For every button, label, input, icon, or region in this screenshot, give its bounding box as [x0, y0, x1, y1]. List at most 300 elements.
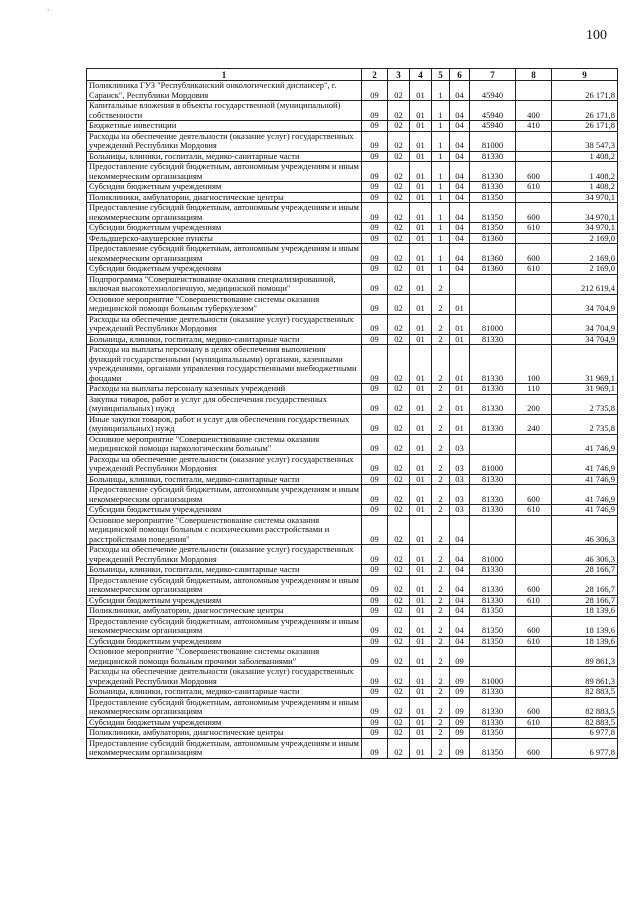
row-code: 01: [410, 616, 432, 636]
row-amount: 6 977,8: [552, 738, 618, 758]
row-code: 2: [432, 294, 450, 314]
table-row: [87, 192, 618, 203]
row-amount: 2 735,8: [552, 394, 618, 414]
row-code: 09: [362, 244, 388, 264]
row-amount: 1 408,2: [552, 162, 618, 182]
row-code: 81330: [470, 697, 516, 717]
row-code: 09: [362, 151, 388, 162]
row-code: 04: [450, 606, 470, 617]
row-code: 09: [362, 738, 388, 758]
row-code: 09: [362, 192, 388, 203]
table-row: [87, 345, 618, 384]
column-header: 2: [362, 69, 388, 81]
row-code: 09: [362, 294, 388, 314]
row-description: Поликлиники, амбулатории, диагностические центры: [87, 728, 362, 739]
row-code: 01: [410, 728, 432, 739]
row-description: Предоставление субсидий бюджетным, автономным учреждениям и иным некоммерческим организациям: [87, 616, 362, 636]
row-code: 01: [450, 414, 470, 434]
row-code: 09: [362, 728, 388, 739]
row-amount: 41 746,9: [552, 454, 618, 474]
row-code: 09: [362, 595, 388, 606]
row-description: Субсидии бюджетным учреждениям: [87, 717, 362, 728]
row-code: [516, 233, 552, 244]
row-code: 09: [362, 345, 388, 384]
row-code: 01: [410, 81, 432, 101]
row-code: [516, 454, 552, 474]
row-code: 01: [410, 575, 432, 595]
row-amount: 2 169,0: [552, 233, 618, 244]
row-code: 09: [362, 264, 388, 275]
row-description: Закупка товаров, работ и услуг для обеспечения государственных (муниципальных) нужд: [87, 394, 362, 414]
row-code: 600: [516, 616, 552, 636]
table-row: [87, 314, 618, 334]
row-code: [516, 151, 552, 162]
row-description: Больницы, клиники, госпитали, медико-санитарные части: [87, 474, 362, 485]
row-code: 2: [432, 667, 450, 687]
row-code: 2: [432, 738, 450, 758]
row-description: Поликлиника ГУЗ "Республиканский онкологический диспансер", г. Саранск", Республики Мордовия: [87, 81, 362, 101]
row-code: 81350: [470, 223, 516, 234]
row-code: 81330: [470, 575, 516, 595]
row-code: 110: [516, 384, 552, 395]
row-code: 04: [450, 233, 470, 244]
row-code: 01: [450, 345, 470, 384]
row-code: 01: [410, 697, 432, 717]
table-row: [87, 647, 618, 667]
row-code: [516, 434, 552, 454]
table-row: [87, 264, 618, 275]
row-code: 1: [432, 182, 450, 193]
row-code: 09: [450, 647, 470, 667]
row-description: Расходы на обеспечение деятельности (оказание услуг) государственных учреждений Республики Мордовия: [87, 667, 362, 687]
row-code: 610: [516, 636, 552, 647]
row-code: 02: [388, 414, 410, 434]
row-code: 09: [362, 384, 388, 395]
table-row: [87, 728, 618, 739]
row-description: Предоставление субсидий бюджетным, автономным учреждениям и иным некоммерческим организациям: [87, 575, 362, 595]
row-code: 01: [410, 595, 432, 606]
row-code: 2: [432, 636, 450, 647]
row-code: 09: [450, 728, 470, 739]
row-code: 01: [450, 314, 470, 334]
row-code: 600: [516, 203, 552, 223]
row-code: 01: [410, 454, 432, 474]
row-description: Предоставление субсидий бюджетным, автономным учреждениям и иным некоммерческим организациям: [87, 697, 362, 717]
row-code: 09: [362, 121, 388, 132]
row-code: 81330: [470, 151, 516, 162]
row-code: [470, 274, 516, 294]
budget-table: [86, 68, 618, 759]
table-row: [87, 151, 618, 162]
row-code: 09: [362, 474, 388, 485]
row-code: 01: [410, 485, 432, 505]
row-code: 04: [450, 223, 470, 234]
row-amount: 28 166,7: [552, 595, 618, 606]
row-code: 09: [362, 565, 388, 576]
row-description: Предоставление субсидий бюджетным, автономным учреждениям и иным некоммерческим организациям: [87, 162, 362, 182]
row-code: 01: [410, 384, 432, 395]
row-code: 1: [432, 233, 450, 244]
table-row: [87, 414, 618, 434]
row-amount: 31 969,1: [552, 384, 618, 395]
row-description: Расходы на обеспечение деятельности (оказание услуг) государственных учреждений Республики Мордовия: [87, 314, 362, 334]
row-code: 02: [388, 647, 410, 667]
row-code: 02: [388, 575, 410, 595]
row-code: 09: [362, 434, 388, 454]
row-code: 02: [388, 728, 410, 739]
row-amount: 41 746,9: [552, 434, 618, 454]
row-code: 09: [362, 414, 388, 434]
row-code: 01: [410, 667, 432, 687]
row-amount: 26 171,8: [552, 121, 618, 132]
row-code: 09: [450, 667, 470, 687]
row-code: 2: [432, 545, 450, 565]
row-code: [516, 515, 552, 545]
row-code: 03: [450, 434, 470, 454]
row-code: 81330: [470, 687, 516, 698]
row-amount: 28 166,7: [552, 575, 618, 595]
table-row: [87, 485, 618, 505]
row-description: Субсидии бюджетным учреждениям: [87, 636, 362, 647]
row-amount: 46 306,3: [552, 545, 618, 565]
row-code: 02: [388, 636, 410, 647]
row-amount: 82 883,5: [552, 717, 618, 728]
row-code: 02: [388, 314, 410, 334]
row-code: 1: [432, 223, 450, 234]
row-code: 02: [388, 264, 410, 275]
row-amount: 6 977,8: [552, 728, 618, 739]
row-description: Иные закупки товаров, работ и услуг для обеспечения государственных (муниципальных) нужд: [87, 414, 362, 434]
row-code: 09: [362, 697, 388, 717]
row-amount: 34 970,1: [552, 203, 618, 223]
row-code: [516, 131, 552, 151]
row-code: 2: [432, 606, 450, 617]
row-description: Субсидии бюджетным учреждениям: [87, 264, 362, 275]
table-row: [87, 233, 618, 244]
table-row: [87, 274, 618, 294]
row-code: 02: [388, 687, 410, 698]
row-amount: 41 746,9: [552, 485, 618, 505]
row-code: 01: [410, 121, 432, 132]
row-amount: 41 746,9: [552, 474, 618, 485]
row-code: 02: [388, 192, 410, 203]
row-amount: 34 970,1: [552, 223, 618, 234]
row-code: 01: [410, 203, 432, 223]
row-amount: 18 139,6: [552, 636, 618, 647]
row-amount: 89 861,3: [552, 647, 618, 667]
row-description: Основное мероприятие "Совершенствование системы оказания медицинской помощи больным с психическими расстройствами и расстройствами поведения": [87, 515, 362, 545]
row-code: 2: [432, 454, 450, 474]
row-code: 09: [362, 233, 388, 244]
row-code: 200: [516, 394, 552, 414]
row-code: 09: [362, 545, 388, 565]
row-code: 2: [432, 616, 450, 636]
row-code: 610: [516, 223, 552, 234]
row-code: 81350: [470, 738, 516, 758]
column-header: 4: [410, 69, 432, 81]
column-header: 7: [470, 69, 516, 81]
row-amount: 34 704,9: [552, 294, 618, 314]
row-code: [516, 192, 552, 203]
row-code: 2: [432, 687, 450, 698]
row-code: 81330: [470, 414, 516, 434]
row-code: 02: [388, 545, 410, 565]
row-code: 01: [410, 182, 432, 193]
row-code: 09: [362, 182, 388, 193]
row-code: 01: [410, 647, 432, 667]
row-code: 02: [388, 274, 410, 294]
row-code: 02: [388, 334, 410, 345]
row-code: 09: [362, 485, 388, 505]
row-amount: 46 306,3: [552, 515, 618, 545]
row-amount: 2 169,0: [552, 244, 618, 264]
row-code: [516, 274, 552, 294]
row-code: 09: [362, 131, 388, 151]
row-code: 610: [516, 505, 552, 516]
table-row: [87, 616, 618, 636]
row-description: Расходы на выплаты персоналу в целях обеспечения выполнения функций государственными (муниципальными) органами, казенными учреждениями, органами управления государственными внебюджетными фондами: [87, 345, 362, 384]
row-amount: 82 883,5: [552, 687, 618, 698]
row-code: 01: [410, 474, 432, 485]
row-code: 01: [410, 394, 432, 414]
row-code: 01: [410, 334, 432, 345]
row-code: 1: [432, 81, 450, 101]
row-code: 09: [362, 101, 388, 121]
row-amount: 18 139,6: [552, 606, 618, 617]
row-amount: 1 408,2: [552, 151, 618, 162]
row-code: 2: [432, 515, 450, 545]
row-code: 81360: [470, 244, 516, 264]
row-code: 09: [362, 274, 388, 294]
row-code: [450, 274, 470, 294]
row-code: 09: [450, 738, 470, 758]
row-code: 410: [516, 121, 552, 132]
row-code: 02: [388, 81, 410, 101]
row-amount: 31 969,1: [552, 345, 618, 384]
row-code: 04: [450, 595, 470, 606]
table-row: [87, 131, 618, 151]
row-code: 01: [450, 384, 470, 395]
row-amount: 89 861,3: [552, 667, 618, 687]
row-code: 400: [516, 101, 552, 121]
row-code: 610: [516, 264, 552, 275]
row-code: 81360: [470, 233, 516, 244]
row-code: 09: [450, 717, 470, 728]
row-description: Больницы, клиники, госпитали, медико-санитарные части: [87, 151, 362, 162]
row-code: 01: [410, 101, 432, 121]
row-amount: 82 883,5: [552, 697, 618, 717]
row-code: 02: [388, 233, 410, 244]
row-code: 2: [432, 345, 450, 384]
row-code: 600: [516, 485, 552, 505]
row-code: 01: [410, 505, 432, 516]
row-code: 2: [432, 595, 450, 606]
row-code: 2: [432, 565, 450, 576]
table-row: [87, 294, 618, 314]
row-code: 600: [516, 697, 552, 717]
row-code: 01: [410, 233, 432, 244]
table-row: [87, 121, 618, 132]
row-code: 02: [388, 454, 410, 474]
row-code: 02: [388, 223, 410, 234]
row-code: 04: [450, 515, 470, 545]
row-amount: 28 166,7: [552, 565, 618, 576]
row-code: 02: [388, 717, 410, 728]
row-code: 01: [410, 151, 432, 162]
row-code: 02: [388, 151, 410, 162]
row-code: 81000: [470, 314, 516, 334]
row-code: 2: [432, 697, 450, 717]
row-code: 09: [362, 636, 388, 647]
row-description: Бюджетные инвестиции: [87, 121, 362, 132]
row-code: [470, 434, 516, 454]
row-code: [516, 81, 552, 101]
row-code: 81330: [470, 162, 516, 182]
row-code: 2: [432, 314, 450, 334]
table-row: [87, 636, 618, 647]
row-description: Субсидии бюджетным учреждениям: [87, 505, 362, 516]
row-description: Подпрограмма "Совершенствование оказания специализированной, включая высокотехнологичную, медицинской помощи": [87, 274, 362, 294]
row-code: 02: [388, 203, 410, 223]
row-code: 04: [450, 545, 470, 565]
row-code: 04: [450, 121, 470, 132]
row-description: Основное мероприятие "Совершенствование системы оказания медицинской помощи больным туберкулезом": [87, 294, 362, 314]
row-code: 02: [388, 244, 410, 264]
table-header-row: [87, 69, 618, 81]
column-header: 8: [516, 69, 552, 81]
row-code: 09: [362, 203, 388, 223]
scan-mark: `: [47, 8, 50, 17]
row-code: 1: [432, 203, 450, 223]
row-amount: 1 408,2: [552, 182, 618, 193]
row-code: 04: [450, 162, 470, 182]
row-code: 02: [388, 595, 410, 606]
row-code: 81330: [470, 334, 516, 345]
table-row: [87, 384, 618, 395]
row-code: 01: [410, 131, 432, 151]
row-code: 81350: [470, 728, 516, 739]
row-amount: 34 704,9: [552, 314, 618, 334]
row-code: 01: [410, 162, 432, 182]
row-amount: 38 547,3: [552, 131, 618, 151]
row-code: 81330: [470, 485, 516, 505]
row-code: 09: [362, 334, 388, 345]
row-code: 2: [432, 717, 450, 728]
table-row: [87, 687, 618, 698]
table-row: [87, 738, 618, 758]
row-code: [516, 687, 552, 698]
row-code: 01: [410, 274, 432, 294]
column-header: 9: [552, 69, 618, 81]
row-code: [516, 565, 552, 576]
row-code: 2: [432, 334, 450, 345]
row-code: 1: [432, 151, 450, 162]
row-code: 01: [410, 345, 432, 384]
row-description: Расходы на выплаты персоналу казенных учреждений: [87, 384, 362, 395]
row-amount: 34 970,1: [552, 192, 618, 203]
row-code: 610: [516, 595, 552, 606]
row-code: 100: [516, 345, 552, 384]
row-code: 04: [450, 244, 470, 264]
row-code: [516, 474, 552, 485]
row-code: 1: [432, 264, 450, 275]
row-code: 02: [388, 606, 410, 617]
row-code: 02: [388, 101, 410, 121]
row-code: 81000: [470, 454, 516, 474]
row-code: 02: [388, 162, 410, 182]
row-description: Субсидии бюджетным учреждениям: [87, 182, 362, 193]
row-code: 2: [432, 575, 450, 595]
page-number: 100: [586, 28, 607, 43]
row-code: 03: [450, 505, 470, 516]
row-code: 01: [410, 636, 432, 647]
row-code: 04: [450, 636, 470, 647]
row-code: 09: [362, 81, 388, 101]
row-code: 02: [388, 384, 410, 395]
row-code: 02: [388, 294, 410, 314]
row-code: 81330: [470, 717, 516, 728]
table-body: [87, 81, 618, 759]
table-row: [87, 81, 618, 101]
row-code: [516, 728, 552, 739]
table-row: [87, 182, 618, 193]
row-description: Предоставление субсидий бюджетным, автономным учреждениям и иным некоммерческим организациям: [87, 244, 362, 264]
row-code: 81330: [470, 505, 516, 516]
row-code: 01: [410, 545, 432, 565]
table-row: [87, 575, 618, 595]
row-amount: 41 746,9: [552, 505, 618, 516]
row-code: 81330: [470, 565, 516, 576]
row-code: 2: [432, 414, 450, 434]
row-code: 01: [450, 394, 470, 414]
row-amount: 2 735,8: [552, 414, 618, 434]
row-code: 04: [450, 81, 470, 101]
row-code: 01: [410, 414, 432, 434]
row-code: 09: [362, 314, 388, 334]
row-code: 04: [450, 101, 470, 121]
table-row: [87, 162, 618, 182]
row-code: 45940: [470, 101, 516, 121]
row-code: 81350: [470, 636, 516, 647]
row-amount: 18 139,6: [552, 616, 618, 636]
row-code: 600: [516, 575, 552, 595]
row-code: 1: [432, 162, 450, 182]
row-code: 04: [450, 565, 470, 576]
row-code: 09: [362, 606, 388, 617]
row-code: 1: [432, 192, 450, 203]
row-code: 02: [388, 345, 410, 384]
row-code: 81330: [470, 345, 516, 384]
table-row: [87, 434, 618, 454]
row-code: [470, 515, 516, 545]
table-row: [87, 515, 618, 545]
row-code: 04: [450, 192, 470, 203]
row-code: 09: [362, 515, 388, 545]
column-header: 3: [388, 69, 410, 81]
row-description: Поликлиники, амбулатории, диагностические центры: [87, 606, 362, 617]
row-code: [516, 545, 552, 565]
row-code: 09: [362, 505, 388, 516]
row-description: Поликлиники, амбулатории, диагностические центры: [87, 192, 362, 203]
row-code: 240: [516, 414, 552, 434]
table-row: [87, 474, 618, 485]
row-code: 1: [432, 121, 450, 132]
row-code: 01: [410, 294, 432, 314]
row-code: 01: [410, 738, 432, 758]
row-code: 2: [432, 647, 450, 667]
row-code: [470, 647, 516, 667]
row-description: Предоставление субсидий бюджетным, автономным учреждениям и иным некоммерческим организациям: [87, 485, 362, 505]
